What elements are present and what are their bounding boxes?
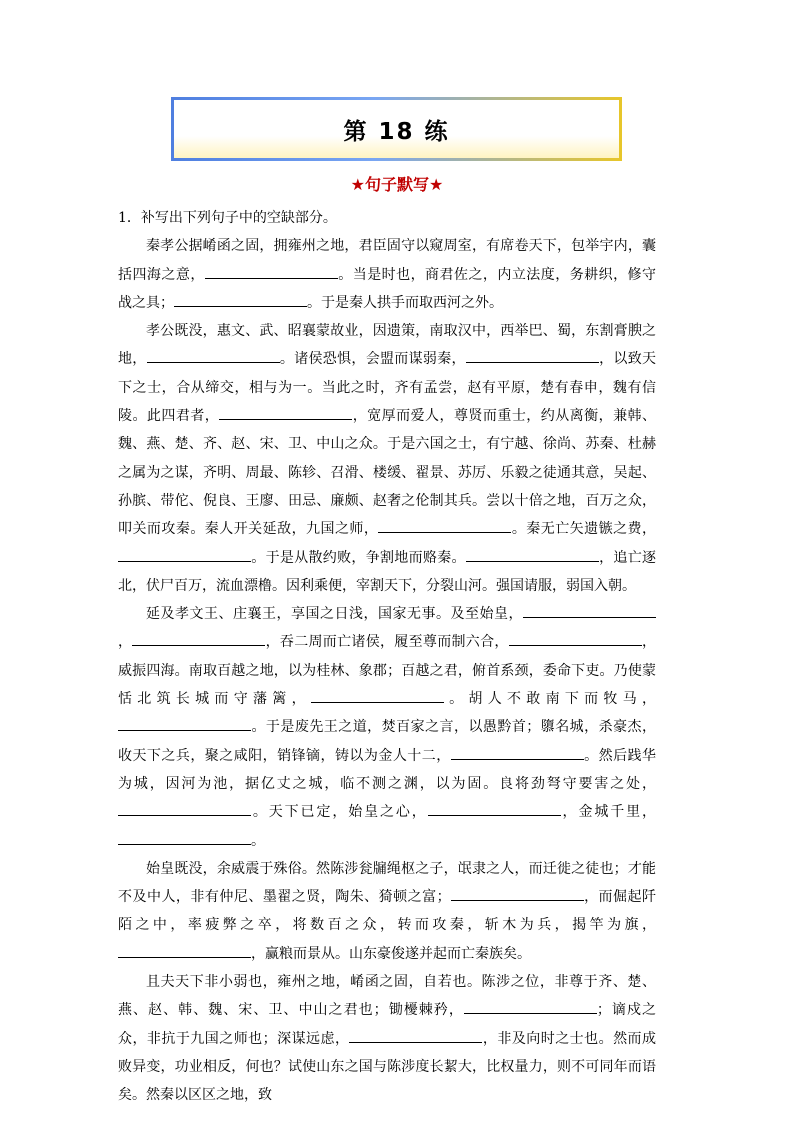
exercise-content (118, 204, 656, 1110)
title-banner (171, 97, 622, 161)
answer-blank[interactable] (174, 292, 307, 307)
answer-blank[interactable] (219, 405, 352, 420)
answer-blank[interactable] (118, 943, 251, 958)
answer-blank[interactable] (466, 348, 599, 363)
answer-blank[interactable] (428, 801, 561, 816)
passage-paragraph-3: 延及孝文王、庄襄王，享国之日浅，国家无事。及至始皇，， ，吞二周而亡诸侯，履至尊而制六合， ，威振四海。南取百越之地，以为桂林、象郡；百越之君，俯首系颈，委命下吏。乃使蒙恬北筑长城而守藩篱， 。胡人不敢南下而牧马，。于是废先王之道，焚百家之言，以愚黔首；隳名城，杀豪杰，收天下之兵，聚之咸阳，销锋镝，铸以为金人十二， 。然后践华为城，因河为池，据亿丈之城，临不测之渊，以为固。良将劲弩守要害之处，。天下已定，始皇之心， ，金城千里，。 (118, 600, 656, 855)
answer-blank[interactable] (378, 518, 511, 533)
answer-blank[interactable] (147, 348, 280, 363)
passage-paragraph-4: 始皇既没，余威震于殊俗。然陈涉瓮牖绳枢之子，氓隶之人，而迁徙之徒也；才能不及中人，非有仲尼、墨翟之贤，陶朱、猗顿之富； ，而倔起阡陌之中，率疲弊之卒，将数百之众，转而攻秦，斩木为兵，揭竿为旗，，赢粮而景从。山东豪俊遂并起而亡秦族矣。 (118, 860, 657, 962)
answer-blank[interactable] (118, 716, 251, 731)
answer-blank[interactable] (205, 264, 338, 279)
passage-paragraph-2: 孝公既没，惠文、武、昭襄蒙故业，因遗策，南取汉中，西举巴、蜀，东割膏腴之地， 。诸侯恐惧，会盟而谋弱秦， ，以致天下之士，合从缔交，相与为一。当此之时，齐有孟尝，赵有平原，楚有春申，魏有信陵。此四君者， ，宽厚而爱人，尊贤而重士，约从离衡，兼韩、魏、燕、楚、齐、赵、宋、卫、中山之众。于是六国之士，有宁越、徐尚、苏秦、杜赫之属为之谋，齐明、周最、陈轸、召滑、楼缓、翟景、苏厉、乐毅之徒通其意，吴起、孙膑、带佗、倪良、王廖、田忌、廉颇、赵奢之伦制其兵。尝以十倍之地，百万之众，叩关而攻秦。秦人开关延敌，九国之师， 。秦无亡矢遗镞之费，。于是从散约败，争割地而赂秦。 ，追亡逐北，伏尸百万，流血漂橹。因利乘便，宰割天下，分裂山河。强国请服，弱国入朝。 (118, 323, 657, 594)
answer-blank[interactable] (451, 745, 584, 760)
page-title: 第 18 练 (343, 118, 450, 145)
answer-blank[interactable] (509, 631, 642, 646)
question-stem: 1．补写出下列句子中的空缺部分。 (118, 210, 337, 226)
passage-paragraph-1: 秦孝公据崤函之固，拥雍州之地，君臣固守以窥周室，有席卷天下，包举宇内，囊括四海之意， 。当是时也，商君佐之，内立法度，务耕织，修守战之具； 。于是秦人拱手而取西河之外。 (118, 238, 657, 311)
answer-blank[interactable] (118, 547, 251, 562)
passage-paragraph-5: 且夫天下非小弱也，雍州之地，崤函之固，自若也。陈涉之位，非尊于齐、楚、燕、赵、韩、魏、宋、卫、中山之君也；锄櫌棘矜， ；谪戍之众，非抗于九国之师也；深谋远虑， ，非及向时之士也。然而成败异变，功业相反，何也？试使山东之国与陈涉度长絜大，比权量力，则不可同年而语矣。然秦以区区之地，致 (118, 974, 657, 1104)
section-subtitle: ★句子默写★ (350, 175, 444, 194)
answer-blank[interactable] (311, 688, 444, 703)
answer-blank[interactable] (523, 603, 656, 618)
answer-blank[interactable] (466, 547, 599, 562)
answer-blank[interactable] (349, 1028, 482, 1043)
answer-blank[interactable] (132, 631, 265, 646)
answer-blank[interactable] (451, 886, 584, 901)
answer-blank[interactable] (118, 801, 251, 816)
answer-blank[interactable] (464, 999, 597, 1014)
answer-blank[interactable] (118, 830, 251, 845)
